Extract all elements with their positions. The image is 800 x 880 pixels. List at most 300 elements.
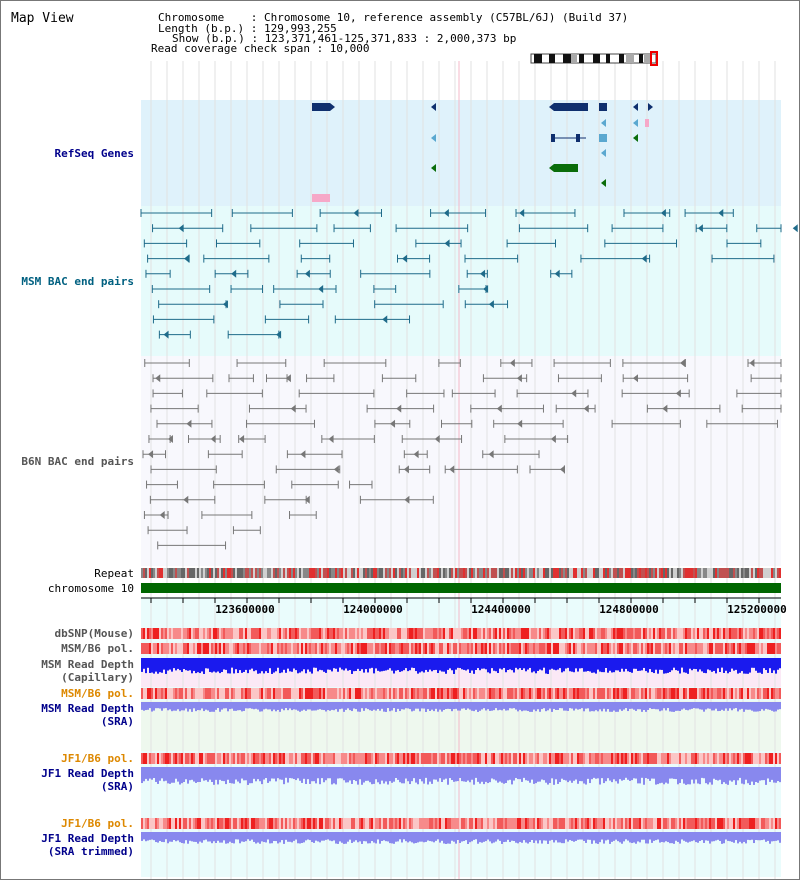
- repeat-segment: [719, 568, 721, 578]
- polymorphism-cell: [615, 643, 617, 654]
- polymorphism-cell: [755, 628, 757, 639]
- read-depth-bar: [649, 702, 651, 708]
- polymorphism-cell: [593, 688, 595, 699]
- polymorphism-cell: [703, 628, 705, 639]
- read-depth-bar: [191, 832, 193, 841]
- polymorphism-cell: [543, 643, 545, 654]
- polymorphism-cell: [379, 643, 381, 654]
- repeat-segment: [725, 568, 727, 578]
- read-depth-bar: [279, 658, 281, 673]
- repeat-segment: [615, 568, 617, 578]
- polymorphism-cell: [227, 688, 229, 699]
- read-depth-bar: [257, 702, 259, 710]
- read-depth-bar: [663, 832, 665, 842]
- read-depth-bar: [567, 702, 569, 711]
- repeat-segment: [223, 568, 225, 578]
- repeat-segment: [227, 568, 229, 578]
- read-depth-bar: [293, 767, 295, 779]
- track-label-jf1-b6-pol[interactable]: JF1/B6 pol.: [61, 752, 134, 765]
- polymorphism-cell: [339, 753, 341, 764]
- repeat-segment: [293, 568, 295, 578]
- read-depth-bar: [521, 767, 523, 782]
- polymorphism-cell: [403, 628, 405, 639]
- read-depth-bar: [213, 658, 215, 672]
- polymorphism-cell: [653, 643, 655, 654]
- read-depth-bar: [421, 832, 423, 842]
- read-depth-bar: [289, 767, 291, 778]
- track-label-msm-depth-capillary[interactable]: MSM Read Depth: [41, 658, 134, 671]
- read-depth-bar: [199, 767, 201, 782]
- polymorphism-cell: [569, 688, 571, 699]
- polymorphism-cell: [557, 643, 559, 654]
- polymorphism-cell: [505, 643, 507, 654]
- read-depth-bar: [301, 832, 303, 843]
- track-label-jf1-depth-sra[interactable]: JF1 Read Depth: [41, 767, 134, 780]
- read-depth-bar: [679, 832, 681, 844]
- polymorphism-cell: [399, 753, 401, 764]
- read-depth-bar: [533, 767, 535, 784]
- read-depth-bar: [183, 702, 185, 710]
- read-depth-bar: [423, 767, 425, 784]
- polymorphism-cell: [599, 628, 601, 639]
- read-depth-bar: [571, 832, 573, 841]
- read-depth-bar: [339, 658, 341, 668]
- repeat-segment: [231, 568, 233, 578]
- track-label-jf1-b6-pol-trimmed[interactable]: JF1/B6 pol.: [61, 817, 134, 830]
- read-depth-bar: [679, 767, 681, 783]
- read-depth-bar: [371, 658, 373, 668]
- polymorphism-cell: [713, 753, 715, 764]
- polymorphism-cell: [359, 628, 361, 639]
- polymorphism-cell: [485, 818, 487, 829]
- polymorphism-cell: [287, 628, 289, 639]
- read-depth-bar: [711, 702, 713, 710]
- read-depth-bar: [501, 658, 503, 670]
- read-depth-bar: [263, 832, 265, 842]
- read-depth-bar: [717, 658, 719, 668]
- read-depth-bar: [175, 767, 177, 779]
- read-depth-bar: [471, 832, 473, 841]
- read-depth-bar: [355, 767, 357, 781]
- read-depth-bar: [217, 658, 219, 672]
- read-depth-bar: [719, 767, 721, 780]
- polymorphism-cell: [689, 688, 691, 699]
- read-depth-bar: [621, 658, 623, 669]
- polymorphism-cell: [673, 643, 675, 654]
- repeat-segment: [189, 568, 191, 578]
- track-label-b6n-bac[interactable]: B6N BAC end pairs: [21, 455, 134, 468]
- read-depth-bar: [657, 767, 659, 784]
- track-label-chromosome[interactable]: chromosome 10: [47, 582, 134, 595]
- read-depth-bar: [151, 658, 153, 673]
- polymorphism-cell: [269, 753, 271, 764]
- read-depth-bar: [587, 702, 589, 708]
- read-depth-bar: [291, 702, 293, 710]
- polymorphism-cell: [307, 818, 309, 829]
- polymorphism-cell: [499, 753, 501, 764]
- repeat-segment: [629, 568, 631, 578]
- repeat-segment: [567, 568, 569, 578]
- polymorphism-cell: [509, 628, 511, 639]
- polymorphism-cell: [291, 643, 293, 654]
- read-depth-bar: [427, 767, 429, 784]
- polymorphism-cell: [173, 753, 175, 764]
- repeat-segment: [651, 568, 653, 578]
- repeat-segment: [433, 568, 435, 578]
- read-depth-bar: [277, 767, 279, 778]
- polymorphism-cell: [739, 818, 741, 829]
- read-depth-bar: [539, 702, 541, 712]
- read-depth-bar: [759, 658, 761, 673]
- polymorphism-cell: [287, 688, 289, 699]
- polymorphism-cell: [345, 818, 347, 829]
- polymorphism-cell: [543, 688, 545, 699]
- read-depth-bar: [261, 658, 263, 671]
- polymorphism-cell: [175, 818, 177, 829]
- read-depth-bar: [499, 767, 501, 782]
- read-depth-bar: [655, 767, 657, 785]
- repeat-segment: [729, 568, 731, 578]
- repeat-segment: [663, 568, 665, 578]
- polymorphism-cell: [727, 753, 729, 764]
- read-depth-bar: [627, 767, 629, 780]
- polymorphism-cell: [669, 753, 671, 764]
- repeat-segment: [569, 568, 571, 578]
- polymorphism-cell: [461, 688, 463, 699]
- read-depth-bar: [367, 702, 369, 709]
- polymorphism-cell: [571, 818, 573, 829]
- polymorphism-cell: [767, 818, 769, 829]
- read-depth-bar: [149, 832, 151, 840]
- polymorphism-cell: [395, 628, 397, 639]
- read-depth-bar: [241, 832, 243, 842]
- polymorphism-cell: [329, 643, 331, 654]
- repeat-segment: [633, 568, 635, 578]
- bac-pair-arrow: [793, 224, 798, 232]
- polymorphism-cell: [249, 818, 251, 829]
- read-depth-bar: [679, 702, 681, 711]
- polymorphism-cell: [425, 688, 427, 699]
- read-depth-bar: [439, 832, 441, 843]
- read-depth-bar: [261, 702, 263, 711]
- polymorphism-cell: [377, 688, 379, 699]
- read-depth-bar: [375, 658, 377, 668]
- polymorphism-cell: [317, 643, 319, 654]
- read-depth-bar: [223, 832, 225, 840]
- polymorphism-cell: [507, 688, 509, 699]
- polymorphism-cell: [247, 818, 249, 829]
- polymorphism-cell: [503, 753, 505, 764]
- polymorphism-cell: [473, 688, 475, 699]
- read-depth-bar: [447, 702, 449, 709]
- polymorphism-cell: [677, 688, 679, 699]
- polymorphism-cell: [177, 643, 179, 654]
- polymorphism-cell: [653, 628, 655, 639]
- read-depth-bar: [451, 702, 453, 711]
- polymorphism-cell: [497, 818, 499, 829]
- polymorphism-cell: [497, 688, 499, 699]
- track-label-dbsnp[interactable]: dbSNP(Mouse): [54, 627, 134, 640]
- polymorphism-cell: [193, 818, 195, 829]
- b6n-bac-track-bg: [141, 356, 781, 566]
- polymorphism-cell: [725, 753, 727, 764]
- polymorphism-cell: [681, 628, 683, 639]
- polymorphism-cell: [195, 643, 197, 654]
- polymorphism-cell: [499, 643, 501, 654]
- polymorphism-cell: [603, 688, 605, 699]
- read-depth-bar: [725, 767, 727, 784]
- polymorphism-cell: [521, 628, 523, 639]
- polymorphism-cell: [719, 818, 721, 829]
- read-depth-bar: [623, 832, 625, 841]
- polymorphism-cell: [581, 818, 583, 829]
- read-depth-bar: [155, 658, 157, 672]
- read-depth-bar: [713, 832, 715, 841]
- repeat-segment: [273, 568, 275, 578]
- polymorphism-cell: [645, 643, 647, 654]
- read-depth-bar: [285, 767, 287, 778]
- polymorphism-cell: [377, 643, 379, 654]
- repeat-segment: [233, 568, 235, 578]
- read-depth-bar: [145, 658, 147, 673]
- repeat-segment: [641, 568, 643, 578]
- read-depth-bar: [327, 658, 329, 670]
- read-depth-bar: [643, 767, 645, 785]
- polymorphism-cell: [557, 628, 559, 639]
- repeat-segment: [711, 568, 713, 578]
- polymorphism-cell: [275, 688, 277, 699]
- polymorphism-cell: [507, 753, 509, 764]
- track-label-jf1-depth-sra-sub: (SRA): [100, 780, 134, 793]
- read-depth-bar: [551, 767, 553, 778]
- polymorphism-cell: [281, 753, 283, 764]
- polymorphism-cell: [425, 753, 427, 764]
- polymorphism-cell: [529, 753, 531, 764]
- track-label-jf1-depth-trimmed[interactable]: JF1 Read Depth: [41, 832, 134, 845]
- read-depth-bar: [723, 702, 725, 711]
- polymorphism-cell: [271, 643, 273, 654]
- polymorphism-cell: [155, 643, 157, 654]
- polymorphism-cell: [441, 643, 443, 654]
- polymorphism-cell: [649, 628, 651, 639]
- polymorphism-cell: [425, 818, 427, 829]
- read-depth-bar: [705, 767, 707, 783]
- polymorphism-cell: [165, 628, 167, 639]
- polymorphism-cell: [285, 643, 287, 654]
- read-depth-bar: [177, 658, 179, 669]
- polymorphism-cell: [657, 818, 659, 829]
- repeat-segment: [387, 568, 389, 578]
- polymorphism-cell: [227, 643, 229, 654]
- polymorphism-cell: [197, 688, 199, 699]
- read-depth-bar: [627, 832, 629, 841]
- read-depth-bar: [521, 702, 523, 711]
- polymorphism-cell: [635, 643, 637, 654]
- read-depth-bar: [403, 767, 405, 783]
- repeat-segment: [441, 568, 443, 578]
- chromosome-ideogram[interactable]: [531, 52, 657, 65]
- polymorphism-cell: [181, 818, 183, 829]
- track-label-repeat[interactable]: Repeat: [94, 567, 134, 580]
- read-depth-bar: [625, 658, 627, 669]
- read-depth-bar: [307, 702, 309, 709]
- polymorphism-cell: [339, 643, 341, 654]
- polymorphism-cell: [383, 753, 385, 764]
- read-depth-bar: [367, 767, 369, 781]
- repeat-segment: [437, 568, 439, 578]
- polymorphism-cell: [689, 643, 691, 654]
- read-depth-bar: [529, 702, 531, 712]
- polymorphism-cell: [773, 628, 775, 639]
- read-depth-bar: [413, 658, 415, 668]
- read-depth-bar: [461, 832, 463, 842]
- read-depth-bar: [427, 832, 429, 840]
- polymorphism-cell: [257, 753, 259, 764]
- read-depth-bar: [753, 702, 755, 712]
- polymorphism-cell: [349, 688, 351, 699]
- repeat-segment: [481, 568, 483, 578]
- polymorphism-cell: [395, 818, 397, 829]
- read-depth-bar: [233, 658, 235, 673]
- read-depth-bar: [667, 658, 669, 673]
- polymorphism-cell: [545, 643, 547, 654]
- polymorphism-cell: [191, 628, 193, 639]
- read-depth-bar: [735, 767, 737, 785]
- read-depth-bar: [711, 832, 713, 841]
- polymorphism-cell: [201, 628, 203, 639]
- track-label-msm-b6-pol-sra[interactable]: MSM/B6 pol.: [61, 687, 134, 700]
- polymorphism-cell: [281, 818, 283, 829]
- axis-tick-label: 123600000: [215, 603, 275, 616]
- polymorphism-cell: [631, 753, 633, 764]
- polymorphism-cell: [191, 688, 193, 699]
- polymorphism-cell: [723, 688, 725, 699]
- polymorphism-cell: [451, 643, 453, 654]
- polymorphism-cell: [315, 643, 317, 654]
- repeat-segment: [551, 568, 553, 578]
- polymorphism-cell: [319, 628, 321, 639]
- polymorphism-cell: [343, 753, 345, 764]
- read-depth-bar: [315, 832, 317, 841]
- polymorphism-cell: [579, 753, 581, 764]
- read-depth-bar: [387, 702, 389, 708]
- read-depth-bar: [323, 832, 325, 841]
- read-depth-bar: [649, 832, 651, 840]
- read-depth-bar: [589, 767, 591, 783]
- polymorphism-cell: [577, 753, 579, 764]
- polymorphism-cell: [361, 628, 363, 639]
- read-depth-bar: [669, 832, 671, 843]
- read-depth-bar: [493, 702, 495, 710]
- repeat-segment: [583, 568, 585, 578]
- read-depth-bar: [759, 702, 761, 711]
- track-label-refseq-genes[interactable]: RefSeq Genes: [54, 147, 134, 160]
- polymorphism-cell: [313, 628, 315, 639]
- read-depth-bar: [699, 767, 701, 784]
- polymorphism-cell: [537, 628, 539, 639]
- polymorphism-cell: [443, 628, 445, 639]
- read-depth-bar: [377, 658, 379, 671]
- polymorphism-cell: [389, 643, 391, 654]
- polymorphism-cell: [663, 628, 665, 639]
- polymorphism-cell: [465, 688, 467, 699]
- polymorphism-cell: [523, 688, 525, 699]
- repeat-segment: [435, 568, 437, 578]
- polymorphism-cell: [593, 818, 595, 829]
- polymorphism-cell: [319, 688, 321, 699]
- polymorphism-cell: [319, 643, 321, 654]
- polymorphism-cell: [159, 818, 161, 829]
- polymorphism-cell: [391, 688, 393, 699]
- polymorphism-cell: [419, 753, 421, 764]
- read-depth-bar: [699, 702, 701, 709]
- polymorphism-cell: [451, 628, 453, 639]
- polymorphism-cell: [527, 688, 529, 699]
- read-depth-bar: [609, 658, 611, 671]
- read-depth-bar: [753, 832, 755, 843]
- repeat-segment: [243, 568, 245, 578]
- read-depth-bar: [749, 832, 751, 840]
- read-depth-bar: [491, 767, 493, 778]
- polymorphism-cell: [479, 643, 481, 654]
- read-depth-bar: [143, 702, 145, 711]
- read-depth-bar: [523, 767, 525, 778]
- polymorphism-cell: [141, 688, 143, 699]
- repeat-segment: [537, 568, 539, 578]
- polymorphism-cell: [423, 628, 425, 639]
- read-depth-bar: [201, 832, 203, 843]
- read-depth-bar: [275, 702, 277, 711]
- polymorphism-cell: [563, 818, 565, 829]
- repeat-segment: [607, 568, 609, 578]
- polymorphism-cell: [543, 628, 545, 639]
- polymorphism-cell: [229, 628, 231, 639]
- read-depth-bar: [705, 832, 707, 840]
- read-depth-bar: [337, 767, 339, 779]
- read-depth-bar: [569, 767, 571, 781]
- read-depth-bar: [397, 658, 399, 670]
- read-depth-bar: [617, 767, 619, 784]
- polymorphism-cell: [425, 628, 427, 639]
- repeat-segment: [257, 568, 259, 578]
- repeat-segment: [773, 568, 775, 578]
- read-depth-bar: [527, 702, 529, 711]
- track-canvas[interactable]: [1, 1, 799, 879]
- read-depth-bar: [299, 832, 301, 843]
- polymorphism-cell: [373, 628, 375, 639]
- polymorphism-cell: [171, 643, 173, 654]
- read-depth-bar: [149, 767, 151, 779]
- track-label-msm-bac[interactable]: MSM BAC end pairs: [21, 275, 134, 288]
- repeat-segment: [161, 568, 163, 578]
- repeat-segment: [317, 568, 319, 578]
- read-depth-bar: [415, 702, 417, 709]
- read-depth-bar: [531, 832, 533, 840]
- read-depth-bar: [543, 702, 545, 708]
- read-depth-bar: [287, 832, 289, 842]
- read-depth-bar: [507, 702, 509, 710]
- track-label-msm-depth-sra[interactable]: MSM Read Depth: [41, 702, 134, 715]
- read-depth-bar: [221, 702, 223, 710]
- read-depth-bar: [331, 658, 333, 671]
- repeat-segment: [709, 568, 711, 578]
- read-depth-bar: [675, 658, 677, 670]
- read-depth-bar: [767, 767, 769, 778]
- polymorphism-cell: [429, 643, 431, 654]
- read-depth-bar: [567, 767, 569, 782]
- read-depth-bar: [319, 702, 321, 709]
- track-label-msm-b6-pol[interactable]: MSM/B6 pol.: [61, 642, 134, 655]
